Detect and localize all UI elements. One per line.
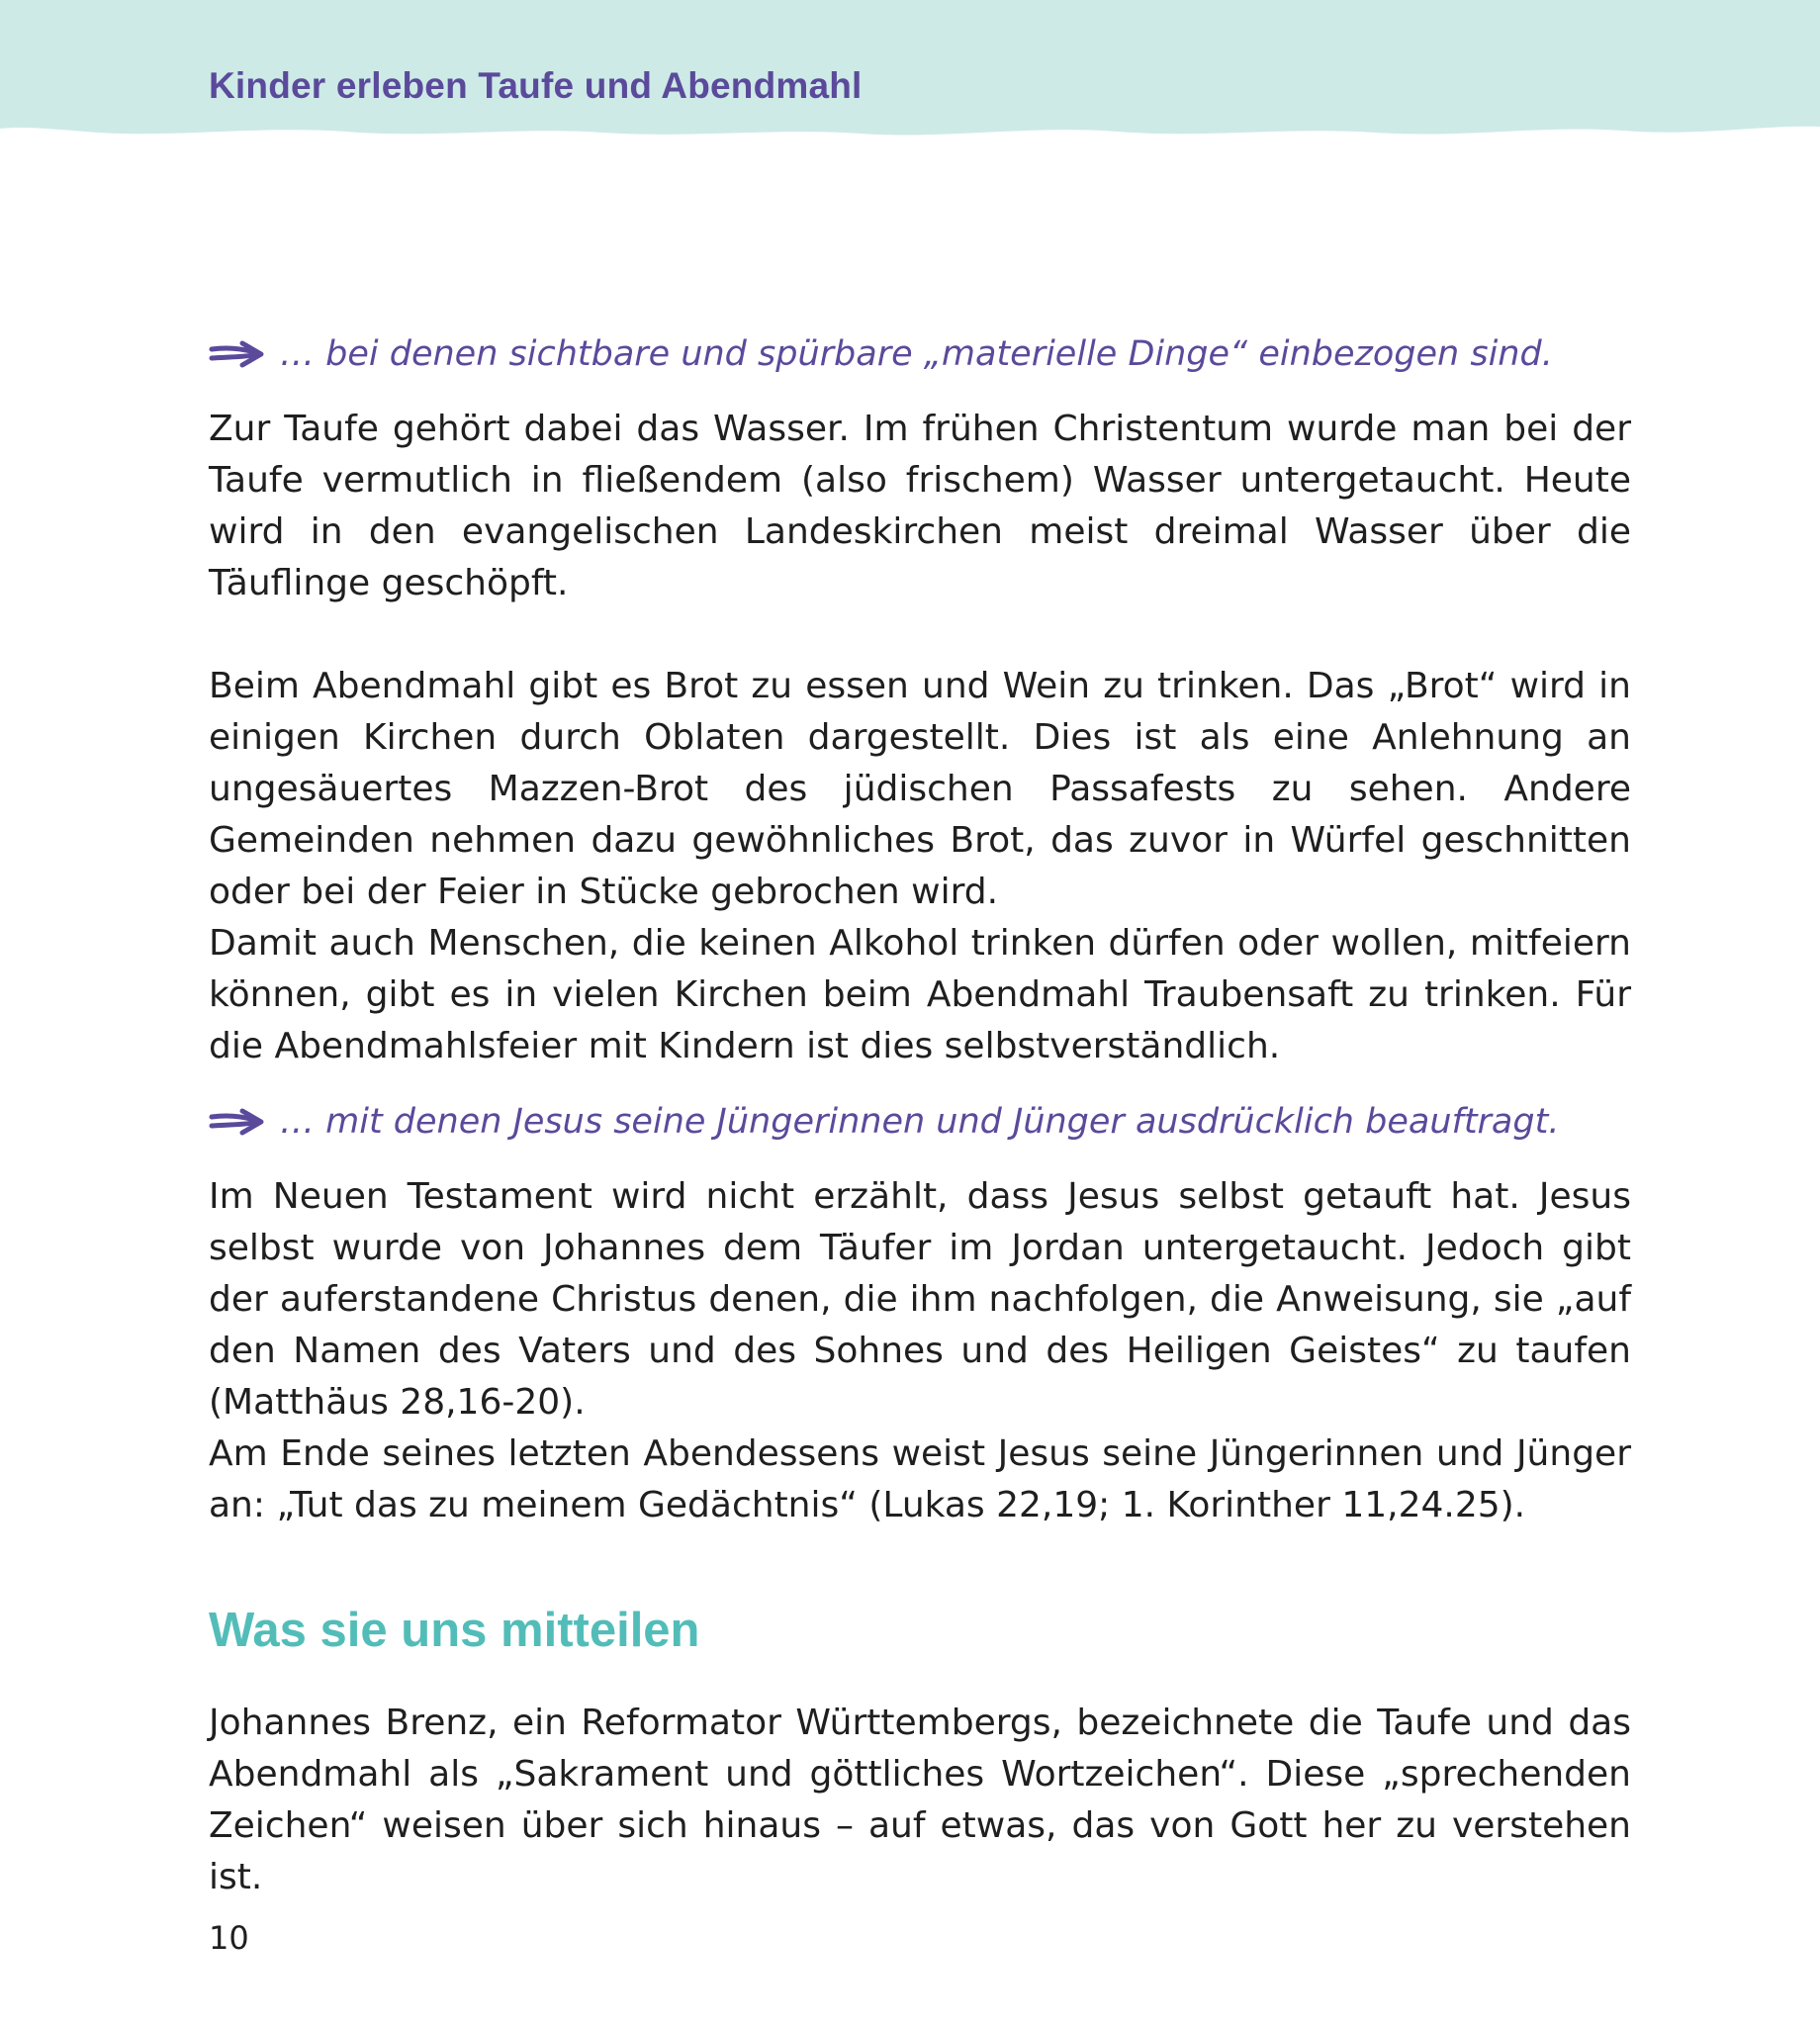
arrow-icon (209, 339, 266, 369)
paragraph-water: Zur Taufe gehört dabei das Wasser. Im frühen Christentum wurde man bei der Taufe vermutlich in fließendem (also frischem) Wasser untergetaucht. Heute wird in den evangelischen Landeskirchen meist dreimal Wasser über die Täuflinge geschöpft. (209, 409, 1631, 603)
arrow-icon (209, 1107, 266, 1137)
paragraph-new-testament: Im Neuen Testament wird nicht erzählt, dass Jesus selbst getauft hat. Jesus selbst wurde von Johannes dem Täufer im Jordan untergetaucht. Jedoch gibt der auferstandene Christus denen, die ihm nachfolgen, die Anweisung, sie „auf den Namen des Vaters und des Sohnes und des Heiligen Geistes“ zu taufen (Matthäus 28,16-20). (209, 1176, 1631, 1423)
paragraph-brenz: Johannes Brenz, ein Reformator Württembergs, bezeichnete die Taufe und das Abendmahl als „Sakrament und göttliches Wortzeichen“. Diese „sprechenden Zeichen“ weisen über sich hinaus – auf etwas, das von Gott her zu verstehen ist. (209, 1703, 1631, 1897)
running-header-title: Kinder erleben Taufe und Abendmahl (209, 65, 863, 106)
paragraph-last-supper: Am Ende seines letzten Abendessens weist Jesus seine Jüngerinnen und Jünger an: „Tut das zu meinem Gedächtnis“ (Lukas 22,19; 1. Korinther 11,24.25). (209, 1433, 1631, 1525)
lead-line-commission (209, 1094, 1631, 1150)
paragraph-bread-wine: Beim Abendmahl gibt es Brot zu essen und Wein zu trinken. Das „Brot“ wird in einigen Kirchen durch Oblaten dargestellt. Dies ist als eine Anlehnung an ungesäuertes Mazzen-Brot des jüdischen Passafests zu sehen. Andere Gemeinden nehmen dazu gewöhnliches Brot, das zuvor in Würfel geschnitten oder bei der Feier in Stücke gebrochen wird. (209, 666, 1631, 912)
lead-text-2: … mit denen Jesus seine Jüngerinnen und Jünger ausdrücklich beauftragt. (280, 1102, 1560, 1142)
paragraph-grape-juice: Damit auch Menschen, die keinen Alkohol trinken dürfen oder wollen, mitfeiern können, gibt es in vielen Kirchen beim Abendmahl Traubensaft zu trinken. Für die Abendmahlsfeier mit Kindern ist dies selbstverständlich. (209, 923, 1631, 1066)
page-content (209, 326, 1631, 1903)
page-number: 10 (209, 1919, 249, 1957)
section-heading: Was sie uns mitteilen (209, 1604, 700, 1657)
lead-line-material-things (209, 326, 1631, 382)
lead-text-1: … bei denen sichtbare und spürbare „materielle Dinge“ einbezogen sind. (280, 334, 1553, 374)
